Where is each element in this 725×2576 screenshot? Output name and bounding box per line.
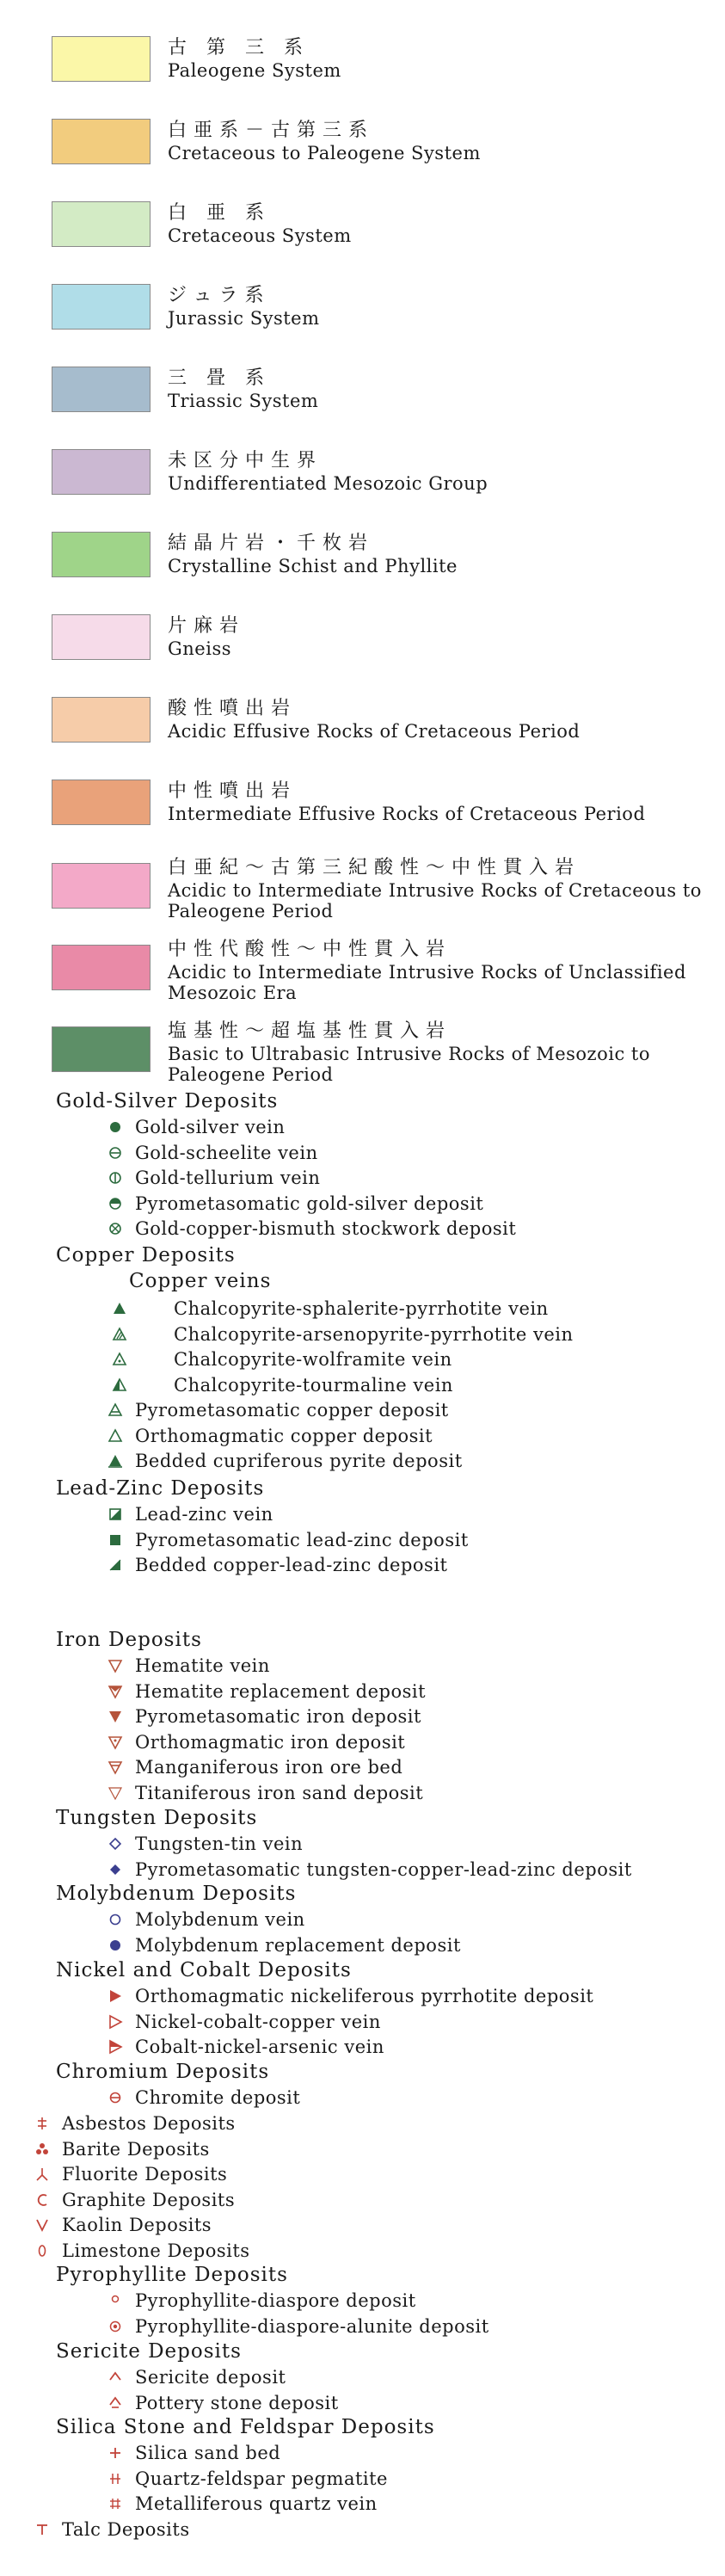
graphite-icon	[34, 2192, 50, 2208]
unit-en-label: Triassic System	[168, 391, 319, 411]
unit-jp-label: 結晶片岩・千枚岩	[168, 533, 375, 554]
circle-minus-icon	[108, 1145, 123, 1161]
intrusive-mesozoic-swatch	[52, 945, 151, 990]
unit-en-label: Paleogene System	[168, 60, 341, 81]
deposit-label: Pyrophyllite-diaspore-alunite deposit	[135, 2315, 489, 2337]
half-triangle-icon	[112, 1377, 127, 1393]
unit-jp-label: 塩基性～超塩基性貫入岩	[168, 1020, 452, 1042]
pyrophyllite-heading: Pyrophyllite Deposits	[56, 2264, 288, 2286]
barite-icon	[34, 2142, 50, 2157]
unit-jp-label: 白亜紀～古第三紀酸性～中性貫入岩	[168, 857, 581, 878]
cretaceous-paleogene-swatch	[52, 119, 151, 164]
right-triangle-half-icon	[108, 2039, 123, 2055]
gneiss-swatch	[52, 614, 151, 660]
deposit-label: Metalliferous quartz vein	[135, 2493, 378, 2514]
plus-icon	[108, 2445, 123, 2461]
unit-jp-label: 白亜系－古第三系	[168, 120, 375, 141]
silica-heading: Silica Stone and Feldspar Deposits	[56, 2416, 435, 2438]
unit-jp-label: 未区分中生界	[168, 450, 323, 471]
right-triangle-filled-icon	[108, 1988, 123, 2004]
circle-dot-red-icon	[108, 2319, 123, 2334]
iron-heading: Iron Deposits	[56, 1629, 202, 1651]
deposit-label: Gold-tellurium vein	[135, 1168, 321, 1188]
dotted-triangle-icon	[112, 1352, 127, 1367]
circle-bar-icon	[108, 1170, 123, 1186]
deposit-label: Fluorite Deposits	[62, 2164, 228, 2185]
asbestos-icon	[34, 2116, 50, 2131]
unit-jp-label: ジュラ系	[168, 285, 271, 306]
bar-triangle-icon	[108, 1402, 123, 1418]
deposit-label: Kaolin Deposits	[62, 2215, 212, 2235]
unit-en-label: Gneiss	[168, 638, 231, 659]
unit-jp-label: 酸性噴出岩	[168, 698, 298, 719]
filled-square-icon	[108, 1532, 123, 1548]
deposit-label: Pyrophyllite-diaspore deposit	[135, 2290, 416, 2311]
schist-swatch	[52, 532, 151, 577]
unit-en-label: Cretaceous to Paleogene System	[168, 143, 481, 163]
deposit-label: Bedded cupriferous pyrite deposit	[135, 1451, 463, 1471]
half-square-icon	[108, 1507, 123, 1522]
deposit-label: Chalcopyrite-arsenopyrite-pyrrhotite vein	[174, 1323, 574, 1345]
down-triangle-thin-icon	[108, 1785, 123, 1801]
caret-bar-icon	[108, 2395, 123, 2411]
unit-en-label: Basic to Ultrabasic Intrusive Rocks of Mesozoic to Paleogene Period	[168, 1044, 651, 1085]
intermediate-effusive-swatch	[52, 780, 151, 825]
chromium-heading: Chromium Deposits	[56, 2061, 270, 2083]
deposit-label: Hematite vein	[135, 1655, 270, 1676]
deposit-label: Pyrometasomatic lead-zinc deposit	[135, 1529, 469, 1550]
circle-cross-icon	[108, 1221, 123, 1236]
deposit-label: Chromite deposit	[135, 2087, 301, 2108]
deposit-label: Talc Deposits	[62, 2519, 190, 2540]
molybdenum-heading: Molybdenum Deposits	[56, 1883, 297, 1905]
deposit-label: Cobalt-nickel-arsenic vein	[135, 2037, 384, 2057]
deposit-label: Chalcopyrite-wolframite vein	[174, 1349, 452, 1370]
hash-icon	[108, 2496, 123, 2511]
circle-minus-red-icon	[108, 2090, 123, 2105]
half-circle-icon	[108, 1196, 123, 1211]
deposit-label: Titaniferous iron sand deposit	[135, 1782, 424, 1803]
diamond-outline-icon	[108, 1836, 123, 1852]
deposit-label: Hematite replacement deposit	[135, 1680, 427, 1702]
deposit-label: Tungsten-tin vein	[135, 1833, 304, 1854]
unit-en-label: Undifferentiated Mesozoic Group	[168, 473, 488, 494]
deposit-label: Orthomagmatic iron deposit	[135, 1731, 406, 1753]
deposit-label: Nickel-cobalt-copper vein	[135, 2011, 381, 2032]
unit-en-label: Acidic to Intermediate Intrusive Rocks of Unclassified Mesozoic Era	[168, 962, 686, 1003]
outline-triangle-icon	[108, 1428, 123, 1444]
deposit-label: Graphite Deposits	[62, 2189, 236, 2210]
diag-square-icon	[108, 1557, 123, 1573]
circle-filled-blue-icon	[108, 1938, 123, 1953]
deposit-label: Pyrometasomatic copper deposit	[135, 1400, 449, 1420]
deposit-label: Silica sand bed	[135, 2443, 281, 2463]
caret-icon	[108, 2370, 123, 2385]
down-triangle-bar-icon	[108, 1759, 123, 1775]
gold-silver-heading: Gold-Silver Deposits	[56, 1090, 279, 1112]
right-triangle-outline-icon	[108, 2014, 123, 2030]
deposit-label: Chalcopyrite-sphalerite-pyrrhotite vein	[174, 1298, 549, 1319]
down-triangle-half-icon	[108, 1684, 123, 1699]
unit-en-label: Crystalline Schist and Phyllite	[168, 556, 458, 576]
unit-en-label: Acidic to Intermediate Intrusive Rocks of Cretaceous to Paleogene Period	[168, 880, 702, 921]
circle-outline-icon	[108, 1912, 123, 1927]
deposit-label: Asbestos Deposits	[62, 2113, 236, 2134]
deposit-label: Sericite deposit	[135, 2367, 286, 2388]
down-triangle-filled-icon	[108, 1709, 123, 1724]
deposit-label: Barite Deposits	[62, 2138, 210, 2160]
unit-jp-label: 片麻岩	[168, 615, 246, 637]
deposit-label: Molybdenum replacement deposit	[135, 1934, 461, 1956]
limestone-icon	[34, 2243, 50, 2259]
unit-jp-label: 中性代酸性～中性貫入岩	[168, 939, 452, 960]
deposit-label: Gold-silver vein	[135, 1117, 286, 1137]
unit-en-label: Acidic Effusive Rocks of Cretaceous Period	[168, 721, 581, 742]
talc-icon	[34, 2522, 50, 2537]
nickel-cobalt-heading: Nickel and Cobalt Deposits	[56, 1959, 352, 1981]
deposit-label: Chalcopyrite-tourmaline vein	[174, 1374, 453, 1396]
base-triangle-icon	[108, 1453, 123, 1469]
deposit-label: Lead-zinc vein	[135, 1504, 273, 1525]
kaolin-icon	[34, 2217, 50, 2233]
deposit-label: Orthomagmatic nickeliferous pyrrhotite deposit	[135, 1986, 594, 2006]
deposit-label: Bedded copper-lead-zinc deposit	[135, 1555, 448, 1575]
filled-circle-icon	[108, 1119, 123, 1135]
down-triangle-dot-icon	[108, 1735, 123, 1750]
triassic-swatch	[52, 367, 151, 412]
deposit-label: Gold-scheelite vein	[135, 1142, 318, 1163]
deposit-label: Pyrometasomatic tungsten-copper-lead-zinc deposit	[135, 1858, 632, 1880]
tungsten-heading: Tungsten Deposits	[56, 1807, 258, 1829]
unit-jp-label: 白 亜 系	[168, 202, 271, 224]
mesozoic-swatch	[52, 449, 151, 495]
fluorite-icon	[34, 2166, 50, 2182]
cretaceous-swatch	[52, 201, 151, 247]
acidic-effusive-swatch	[52, 697, 151, 743]
basic-intrusive-swatch	[52, 1026, 151, 1072]
deposit-label: Limestone Deposits	[62, 2240, 250, 2261]
sericite-heading: Sericite Deposits	[56, 2340, 242, 2363]
unit-jp-label: 中性噴出岩	[168, 780, 298, 802]
deposit-label: Orthomagmatic copper deposit	[135, 1425, 433, 1446]
unit-en-label: Jurassic System	[168, 308, 320, 329]
down-triangle-outline-icon	[108, 1658, 123, 1673]
copper-veins-subheading: Copper veins	[129, 1270, 272, 1292]
unit-jp-label: 三 畳 系	[168, 367, 271, 389]
deposit-label: Gold-copper-bismuth stockwork deposit	[135, 1218, 517, 1239]
hatched-triangle-icon	[112, 1327, 127, 1342]
paleogene-swatch	[52, 36, 151, 82]
copper-heading: Copper Deposits	[56, 1244, 236, 1266]
filled-triangle-icon	[112, 1301, 127, 1316]
jurassic-swatch	[52, 284, 151, 330]
intrusive-cretaceous-swatch	[52, 863, 151, 909]
diamond-filled-icon	[108, 1862, 123, 1877]
unit-en-label: Cretaceous System	[168, 225, 352, 246]
deposit-label: Pottery stone deposit	[135, 2392, 339, 2413]
deposit-label: Quartz-feldspar pegmatite	[135, 2468, 388, 2489]
small-circle-red-icon	[108, 2293, 123, 2308]
unit-en-label: Intermediate Effusive Rocks of Cretaceous Period	[168, 804, 646, 824]
deposit-label: Pyrometasomatic iron deposit	[135, 1706, 421, 1727]
deposit-label: Manganiferous iron ore bed	[135, 1757, 403, 1778]
deposit-label: Pyrometasomatic gold-silver deposit	[135, 1192, 484, 1214]
deposit-label: Molybdenum vein	[135, 1909, 305, 1930]
double-plus-icon	[108, 2471, 123, 2487]
lead-zinc-heading: Lead-Zinc Deposits	[56, 1477, 265, 1500]
unit-jp-label: 古 第 三 系	[168, 37, 310, 59]
